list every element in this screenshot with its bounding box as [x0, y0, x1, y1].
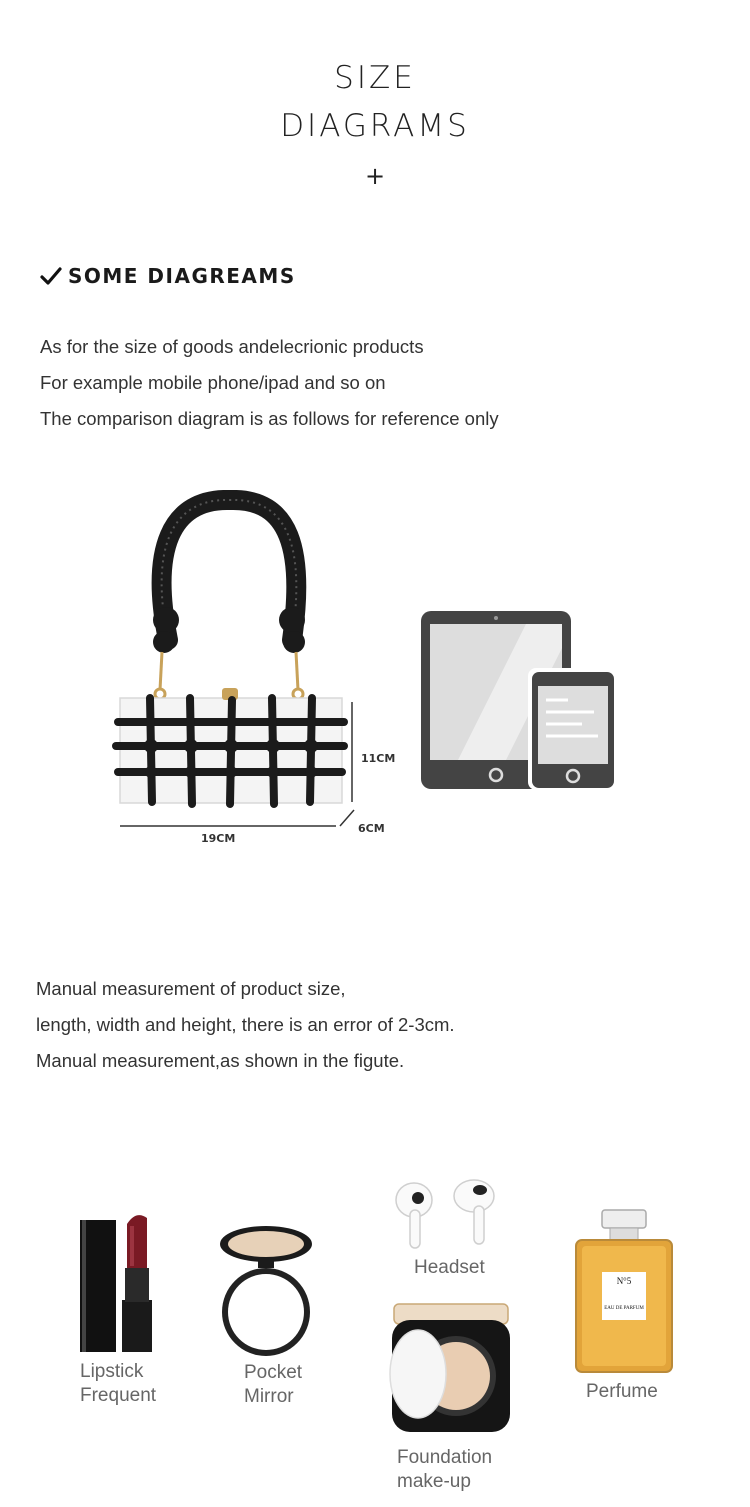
lipstick-label-2: Frequent	[80, 1385, 157, 1406]
depth-dimension-label: 6CM	[358, 822, 385, 835]
intro-line-3: The comparison diagram is as follows for reference only	[40, 408, 499, 429]
note-line-2: length, width and height, there is an error of 2-3cm.	[36, 1014, 455, 1035]
section-title: SOME DIAGREAMS	[68, 264, 296, 288]
pocket-mirror-image	[212, 1222, 322, 1362]
mirror-label-2: Mirror	[244, 1386, 294, 1407]
perfume-label-top: N°5	[616, 1276, 632, 1286]
page-title-line1: SIZE	[334, 60, 416, 96]
mirror-label-1: Pocket	[244, 1362, 303, 1383]
foundation-label-2: make-up	[397, 1471, 471, 1492]
tablet-phone-icon	[418, 608, 622, 794]
lipstick-label-1: Lipstick	[80, 1361, 144, 1382]
note-line-3: Manual measurement,as shown in the figute.	[36, 1050, 405, 1071]
headset-label: Headset	[414, 1257, 485, 1278]
section-heading	[40, 264, 296, 288]
perfume-label: Perfume	[586, 1381, 658, 1402]
foundation-image	[370, 1302, 512, 1436]
foundation-label-1: Foundation	[397, 1447, 493, 1468]
intro-line-2: For example mobile phone/ipad and so on	[40, 372, 386, 393]
height-dimension-label: 11CM	[361, 752, 396, 765]
note-line-1: Manual measurement of product size,	[36, 978, 346, 999]
headset-image	[390, 1176, 502, 1250]
bag-illustration	[100, 490, 420, 850]
page-title-line2: DIAGRAMS	[280, 108, 470, 144]
perfume-label-bottom: EAU DE PARFUM	[604, 1306, 644, 1311]
check-icon	[40, 266, 62, 286]
intro-line-1: As for the size of goods andelecrionic products	[40, 336, 424, 357]
lipstick-image	[78, 1210, 158, 1355]
width-dimension-label: 19CM	[201, 832, 236, 845]
plus-icon: +	[364, 162, 386, 190]
perfume-image	[572, 1208, 676, 1376]
